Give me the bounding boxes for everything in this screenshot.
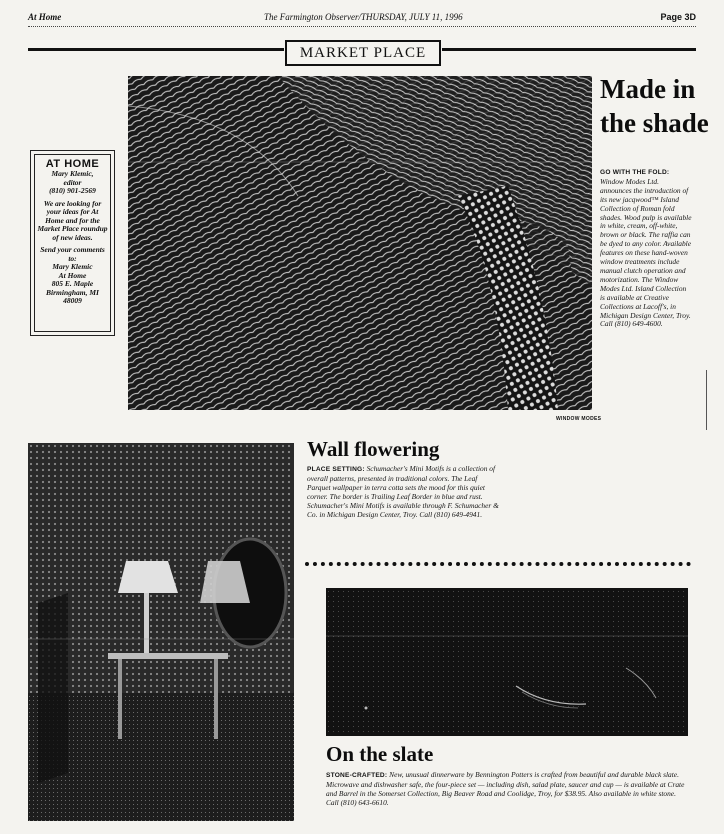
send-zip: 48009 bbox=[63, 296, 82, 305]
at-home-box bbox=[30, 150, 115, 336]
at-home-title: AT HOME bbox=[45, 158, 100, 170]
send-street: 805 E. Maple bbox=[51, 279, 94, 288]
looking-text: We are looking for your ideas for At Home and for the Market Place roundup of new ideas. bbox=[37, 198, 108, 242]
send-city: Birmingham, MI bbox=[46, 287, 99, 297]
market-place-banner: MARKET PLACE bbox=[285, 40, 441, 66]
banner-rule-right bbox=[442, 48, 696, 51]
lamp-corner-scene bbox=[28, 443, 294, 821]
editor-role: editor bbox=[63, 177, 82, 187]
page-header bbox=[28, 12, 696, 26]
dotted-divider bbox=[305, 562, 691, 566]
slate-photo bbox=[326, 588, 688, 736]
shade-headline: Made in the shade bbox=[600, 74, 709, 138]
banner-rule-left bbox=[28, 48, 284, 51]
editor-phone: (810) 901-2569 bbox=[49, 186, 96, 195]
shade-text: Window Modes Ltd. announces the introduction of its new jacqwood™ Island Collection of Roman fold shades. Wood pulp is available in white, cream, off-white, brown or black. The raffia can be dyed to any color. Available features on these hand-woven window treatments include manual clutch operation and motorization. The Window Modes Ltd. Island Collection is available at Creative Collections at Lacoff's, in Michigan Design Center, Troy. Call (810) 649-4600. bbox=[600, 176, 692, 329]
wall-headline: Wall flowering bbox=[307, 437, 440, 461]
shade-body bbox=[600, 168, 692, 329]
at-home-box-inner bbox=[34, 154, 111, 332]
wall-body bbox=[307, 465, 501, 519]
wall-kicker: PLACE SETTING: bbox=[307, 466, 365, 473]
send-dept: At Home bbox=[58, 270, 87, 280]
section-name: At Home bbox=[28, 12, 62, 22]
margin-mark bbox=[704, 370, 707, 430]
slate-body bbox=[326, 771, 686, 808]
editor-name: Mary Klemic, bbox=[51, 169, 94, 178]
send-lead: Send your comments to: bbox=[40, 245, 105, 263]
shade-kicker: GO WITH THE FOLD: bbox=[600, 169, 670, 176]
wallpaper-photo bbox=[28, 443, 294, 821]
send-name: Mary Klemic bbox=[52, 262, 93, 271]
page-number: Page 3D bbox=[660, 12, 696, 22]
paper-dateline: The Farmington Observer/THURSDAY, JULY 11, 1996 bbox=[264, 12, 463, 22]
photo-credit: WINDOW MODES bbox=[556, 416, 602, 422]
slate-text: New, unusual dinnerware by Bennington Potters is crafted from beautiful and durable black slate. Microwave and dishwasher safe, the four-piece set — including dish, salad plate, saucer and cup — is available at Crate and Barrel in the Somerset Collection, Big Beaver Road and Coolidge, Troy, for $38.95. Also available in white stone. Call (810) 643-6610. bbox=[326, 770, 685, 807]
slate-kicker: STONE-CRAFTED: bbox=[326, 772, 388, 779]
woven-shade-texture bbox=[128, 76, 592, 410]
wall-text: Schumacher's Mini Motifs is a collection of overall patterns, presented in traditional colors. The Leaf Parquet wallpaper in terra cotta sets the mood for this quiet corner. The border is Trailing Leaf Border in blue and rust. Schumacher's Mini Motifs is available through F. Schumacher & Co. in Michigan Design Center, Troy. Call (810) 649-4941. bbox=[307, 464, 499, 519]
slate-dinnerware-scene bbox=[326, 588, 688, 736]
header-rule bbox=[28, 26, 696, 27]
slate-headline: On the slate bbox=[326, 742, 434, 766]
shade-photo bbox=[128, 76, 592, 410]
